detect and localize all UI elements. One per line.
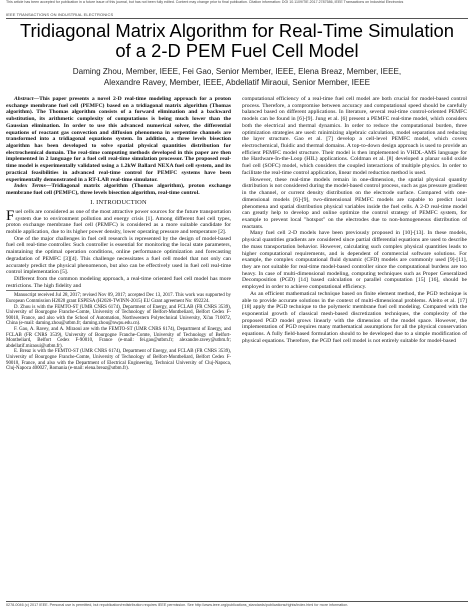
publication-notice: This article has been accepted for publication in a future issue of this journal, but has not been fully edited. Content may change prior to final publication. Citation information: DOI 10.1109/TIE.2017.2787586, IEEE Transactions on Industrial Electronics [6,0,404,4]
index-terms-label: Index Terms [14,183,46,190]
journal-name: IEEE TRANSACTIONS ON INDUSTRIAL ELECTRONICS [6,12,114,17]
body-paragraph-2: However, these real-time models remain in one-dimension, the spatial physical quantity distribution is not considered during the model-based control process, such as gas pressure gradient in the channel, or current density distribution on the electrode surface. Compared with one-dimensional models [6]-[9], two-dimensional PEMFC models are capable to predict local phenomena and spatial distribution physical variables inside the fuel cells. A 2-D real-time model can greatly help to develop and online optimize the control strategy of PEMFC system, for example to prevent local "hotspot" on the electrodes due to non-homogeneous distribution of reactants. [242,176,467,230]
abstract [6,96,231,183]
body-paragraph-1: computational efficiency of a real-time fuel cell model are both crucial for model-based control process. Therefore, a compromise between accuracy and computational speed should be carefully balanced based on different applications. In literature, several real-time control-oriented PEMFC models can be found in [6]-[9]. Jung et al. [6] present a PEMFC real-time model, which considers both the electrical and thermal dynamics. In order to reduce the computational burden, three optimization strategies are used: minimizing algebraic calculation, model separation and reducing the layer structure. Gao et al. [7] develop a cell-level PEMFC model, which covers electrochemical, fluidic and thermal domains. A top-to-down design approach is used to provide an efficient PEMFC model structure. Their model is then implemented in VHDL-AMS language for the Hardware-In-the-Loop (HIL) applications. Coldman et al. [8] developed a planar solid oxide fuel cell (SOFC) model, which considers the coupled interactions of multiple physics. In order to facilitate the real-time control application, linear model reduction method is used. [242,96,467,176]
index-terms [6,183,231,196]
footnote-author-zhou: D. Zhou is with the FEMTO-ST (UMR CNRS 6174), Department of Energy, and FCLAB (FR CNRS 3539), University of Bourgogne Franche-Comte, University of Technology of Belfort-Montbeliard, Belfort Cedex F-90010, France, and also with the School of Automation, Northwestern Polytechnical University, Xi'an 710072, China (e-mail: daming.zhou@utbm.fr; daming.zhou@nwpu.edu.cn). [6,304,231,327]
drop-cap: F [6,207,15,224]
header-rule [6,18,468,19]
abstract-label: Abstract [14,96,34,102]
author-list [10,67,464,88]
footnotes [6,293,231,371]
intro-paragraph-1-text: uel cells are considered as one of the most attractive power sources for the future transportation system due to environment pollution and energy crisis [1]. Among different fuel cell types, proton exchange membrane fuel cell (PEMFC) is considered as a more suitable candidate for mobile application, due to its higher power density, lower operating pressure and temperature [2]. [6,208,231,235]
footnote-manuscript: Manuscript received Jul 28, 2017; revised Nov 09, 2017; accepted Dec 13, 2017. This work was supported by European Commission H2020 grant ESPESA (H2020-TWINN-2015) EU Grant agreement No: 692224. [6,293,231,304]
footnote-author-breaz: E. Breaz is with the FEMTO-ST (UMR CNRS 6174), Department of Energy, and FCLAB (FR CNRS 3539), University of Bourgogne Franche-Comte, University of Technology of Belfort-Montbeliard, Belfort Cedex F-90010, France, and also with the Department of Electrical Engineering, Technical University of Cluj-Napoca, Cluj-Napoca 400027, Romania (e-mail: elena.breaz@utbm.fr). [6,349,231,372]
footer-rule [6,601,468,602]
author-line-2: Alexandre Ravey, Member, IEEE, Abdellatif Miraoui, Senior Member, IEEE [103,77,371,87]
section-heading-introduction: I. INTRODUCTION [90,198,147,206]
footnote-author-gao: F. Gao, A. Ravey, and A. Miraoui are with the FEMTO-ST (UMR CNRS 6174), Department of Energy, and FCLAB (FR CNRS 3539), University of Bourgogne Franche-Comte, University of Technology of Belfort-Montbeliard, Belfort Cedex F-90010, France (e-mail: fei.gao@utbm.fr; alexandre.ravey@utbm.fr; abdellatif.miraoui@utbm.fr). [6,326,231,349]
intro-paragraph-2: One of the major challenges in fuel cell research is represented by the design of model-based fuel cell real-time controller. Such controller is essential for monitoring the local state parameters, maintaining the optimal operation conditions, online performance optimization and forecasting degradation of PEMFC [3][4]. This challenge necessitates a fuel cell model that not only can accurately predict the physical phenomenon, but also can be effectively used in fuel cell real-time control implementation [5]. [6,235,231,276]
left-column [6,96,231,596]
copyright-footer: 0278-0046 (c) 2017 IEEE. Personal use is permitted, but republication/redistribution requires IEEE permission. See http://www.ieee.org/publications_standards/publications/rights/index.html for more information. [6,603,349,607]
author-line-1: Daming Zhou, Member, IEEE, Fei Gao, Senior Member, IEEE, Elena Breaz, Member, IEEE, [72,67,402,76]
body-paragraph-3: Many fuel cell 2-D models have been previously proposed in [10]-[13]. In these models, physical quantities gradients are considered since partial differential equations are used to describe the mass transportation behavior. However, calculating such complex physical quantities leads to higher computational requirements, and is dependent of commercial software solutions. For example, the complex computational fluid dynamic (CFD) models are commonly used [9]-[11], they are not suitable for real-time model-based controller since the computational burdens are too heavy. In case of multi-dimensional modeling, computing techniques such as Proper Generalized Decomposition (PGD) [14] based calculation or parallel computation [15] [16], should be employed in order to achieve computational efficiency. [242,230,467,291]
footnote-rule [6,290,76,291]
body-paragraph-4: As an efficient mathematical technique based on finite element method, the PGD technique is able to provide accurate solutions in the context of multi-dimensional problems. Aleito et al. [17] [18] apply the PGD technique to the polymeric membrane fuel cell modeling. Compared with the exponential growth of classical mesh-based discretization techniques, the complexity of the proposed PGD model grows linearly with the dimension of the model space. However, the implementation of PGD requires many mathematical assumptions for all the physical conservation equations. A fully field-based formulation should to be developed due to a simple modification of physical equations. Therefore, the PGD fuel cell model is not entirely suitable for model-based [242,290,467,344]
intro-paragraph-3: Different from the common modeling approach, a real-time oriented fuel cell model has more restrictions. The high fidelity and [6,275,231,289]
right-column [242,96,467,600]
paper-title: Tridiagonal Matrix Algorithm for Real-Time Simulation of a 2-D PEM Fuel Cell Model [19,20,455,61]
abstract-text: —This paper presents a novel 2-D real-time modeling approach for a proton exchange membrane fuel cell (PEMFC) based on a tridiagonal matrix algorithm (Thomas algorithm). The Thomas algorithm consists of a forward elimination and a backward substitution, its arithmetic complexity of computations is being much lower than the Gaussian elimination. In order to use this advanced numerical solver, the differential equations of reactant gas convection and diffusion phenomena in serpentine channels are transformed into a tridiagonal equations system. In addition, a three levels bisection algorithm has been developed to solve spatial physical quantities distribution for electrochemical domain. The real-time computing methods developed in this paper are then implemented in 2 language for a fuel cell real-time simulation processor. The proposed real-time model is experimentally validated using a 1.2kW Ballard NEXA fuel cell system, and its practical feasibilities in advanced real-time control for PEMFC systems have been experimentally demonstrated in a RT-LAB real-time simulator. [6,96,231,183]
index-terms-text: —Tridiagonal matrix algorithm (Thomas algorithm), proton exchange membrane fuel cell (PEMFC), three levels bisection algorithm, real-time control. [6,183,231,197]
intro-paragraph-1 [6,209,231,236]
